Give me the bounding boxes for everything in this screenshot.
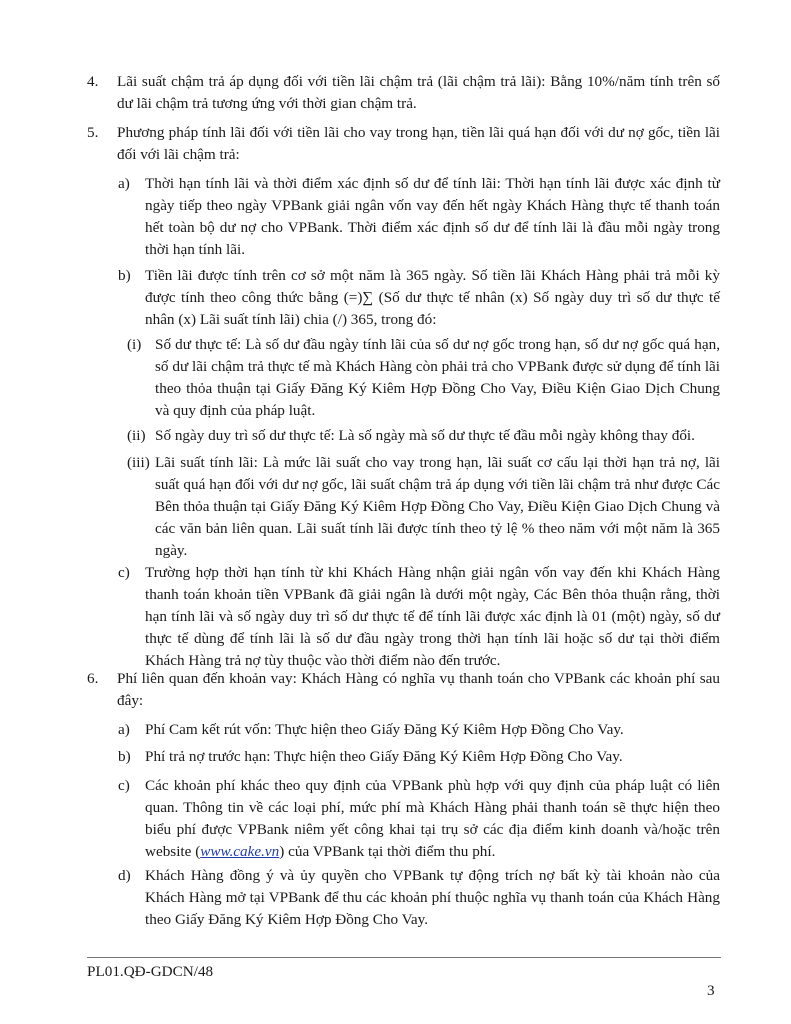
cake-website-link[interactable]: www.cake.vn — [200, 843, 280, 860]
item-5a-text: Thời hạn tính lãi và thời điểm xác định số dư để tính lãi: Thời hạn tính lãi được xác định từ ngày tiếp theo ngày VPBank giải ngân vốn vay đến hết ngày Khách Hàng thực tế thanh toán hết toàn bộ dư nợ cho VPBank. Thời điểm xác định số dư để tính lãi là đầu mỗi ngày trong thời hạn tính lãi. — [145, 175, 720, 258]
page-number: 3 — [707, 982, 715, 999]
item-5c-text: Trường hợp thời hạn tính từ khi Khách Hàng nhận giải ngân vốn vay đến khi Khách Hàng thanh toán khoản tiền VPBank đã giải ngân là dưới một ngày, Các Bên thỏa thuận rằng, thời hạn tính lãi và số ngày duy trì số dư thực tế để tính lãi được xác định là 01 (một) ngày, số dư thực tế dùng để tính lãi là số dư đầu ngày trong thời hạn tính lãi hoặc số dư tại thời điểm Khách Hàng trả nợ tùy thuộc vào thời điểm nào đến trước. — [145, 564, 720, 669]
item-6d-text: Khách Hàng đồng ý và ủy quyền cho VPBank tự động trích nợ bất kỳ tài khoản nào của Khách Hàng mở tại VPBank để thu các khoản phí thuộc nghĩa vụ thanh toán của Khách Hàng theo Giấy Đăng Ký Kiêm Hợp Đồng Cho Vay. — [145, 867, 720, 928]
item-4-marker: 4. — [87, 73, 99, 90]
footer-divider — [87, 957, 721, 958]
item-6b-text: Phí trả nợ trước hạn: Thực hiện theo Giấy Đăng Ký Kiêm Hợp Đồng Cho Vay. — [145, 748, 623, 765]
item-5a-marker: a) — [118, 175, 130, 192]
item-5b-i-text: Số dư thực tế: Là số dư đầu ngày tính lãi của số dư nợ gốc trong hạn, số dư nợ gốc quá hạn, số dư lãi chậm trả thực tế mà Khách Hàng còn phải trả cho VPBank được sử dụng để tính lãi theo thỏa thuận tại Giấy Đăng Ký Kiêm Hợp Đồng Cho Vay, Điều Kiện Giao Dịch Chung và quy định của pháp luật. — [155, 336, 720, 419]
item-4-text: Lãi suất chậm trả áp dụng đối với tiền lãi chậm trả (lãi chậm trả lãi): Bằng 10%/năm tính trên số dư lãi chậm trả tương ứng với thời gian chậm trả. — [117, 73, 720, 112]
item-6a-text: Phí Cam kết rút vốn: Thực hiện theo Giấy Đăng Ký Kiêm Hợp Đồng Cho Vay. — [145, 721, 624, 738]
item-6c-marker: c) — [118, 777, 130, 794]
item-5b-marker: b) — [118, 267, 131, 284]
item-5b-i-marker: (i) — [127, 336, 142, 353]
item-6d-marker: d) — [118, 867, 131, 884]
item-6c-text — [145, 775, 720, 863]
item-6-marker: 6. — [87, 670, 99, 687]
footer-document-code: PL01.QĐ-GDCN/48 — [87, 963, 214, 980]
item-6b-marker: b) — [118, 748, 131, 765]
item-5-text: Phương pháp tính lãi đối với tiền lãi cho vay trong hạn, tiền lãi quá hạn đối với dư nợ gốc, tiền lãi đối với lãi chậm trả: — [117, 124, 720, 163]
item-6a-marker: a) — [118, 721, 130, 738]
item-5-marker: 5. — [87, 124, 99, 141]
item-5b-iii-marker: (iii) — [127, 454, 150, 471]
item-5c-marker: c) — [118, 564, 130, 581]
item-6c-text-after: ) của VPBank tại thời điểm thu phí. — [279, 843, 496, 860]
item-5b-text: Tiền lãi được tính trên cơ sở một năm là 365 ngày. Số tiền lãi Khách Hàng phải trả mỗi kỳ được tính theo công thức bằng (=)∑ (Số dư thực tế nhân (x) Số ngày duy trì số dư thực tế nhân (x) Lãi suất tính lãi) chia (/) 365, trong đó: — [145, 267, 720, 328]
item-5b-ii-marker: (ii) — [127, 427, 146, 444]
item-5b-ii-text: Số ngày duy trì số dư thực tế: Là số ngày mà số dư thực tế đầu mỗi ngày không thay đổi. — [155, 427, 695, 444]
item-5b-iii-text: Lãi suất tính lãi: Là mức lãi suất cho vay trong hạn, lãi suất cơ cấu lại thời hạn trả nợ, lãi suất quá hạn đối với dư nợ gốc, lãi suất chậm trả áp dụng với tiền lãi chậm trả như được Các Bên thỏa thuận tại Giấy Đăng Ký Kiêm Hợp Đồng Cho Vay, Điều Kiện Giao Dịch Chung và các văn bản liên quan. Lãi suất tính lãi được tính theo tỷ lệ % theo năm với một năm là 365 ngày. — [155, 454, 720, 559]
item-6c-text-before: Các khoản phí khác theo quy định của VPBank phù hợp với quy định của pháp luật có liên quan. Thông tin về các loại phí, mức phí mà Khách Hàng phải thanh toán sẽ thực hiện theo biểu phí được VPBank niêm yết công khai tại trụ sở các địa điểm kinh doanh và/hoặc trên website ( — [145, 777, 720, 860]
item-6-text: Phí liên quan đến khoản vay: Khách Hàng có nghĩa vụ thanh toán cho VPBank các khoản phí sau đây: — [117, 670, 720, 709]
